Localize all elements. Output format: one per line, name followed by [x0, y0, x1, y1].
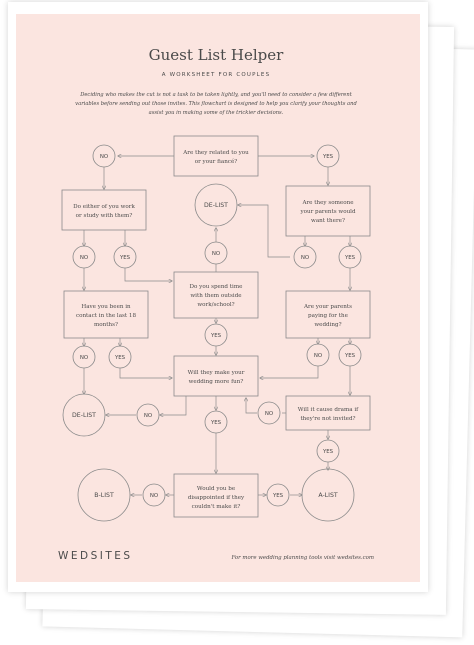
box-related: [174, 136, 258, 176]
answer-no-parents-want-label: NO: [300, 255, 310, 261]
box-work: [62, 190, 146, 230]
q-contact-1: Have you been in: [81, 304, 131, 310]
q-related-1: Are they related to you: [183, 150, 249, 156]
q-parents-want-1: Are they someone: [302, 200, 354, 206]
q-paying-1: Are your parents: [303, 304, 353, 310]
answer-yes-more-fun-label: YES: [210, 420, 222, 426]
q-spend-time-3: work/school?: [197, 302, 235, 308]
answer-no-contact-label: NO: [79, 355, 89, 361]
q-spend-time-1: Do you spend time: [189, 284, 243, 290]
q-parents-want-3: want there?: [311, 218, 345, 224]
page-title: Guest List Helper: [148, 46, 284, 64]
page-subtitle: A WORKSHEET FOR COUPLES: [161, 72, 271, 78]
q-work-1: Do either of you work: [73, 204, 135, 210]
q-paying-3: wedding?: [314, 322, 342, 328]
q-more-fun-2: wedding more fun?: [188, 379, 244, 385]
q-contact-2: contact in the last 18: [75, 313, 137, 319]
answer-no-more-fun-label: NO: [143, 413, 153, 419]
outcome-delist-left-label: DE-LIST: [72, 412, 96, 419]
footer-note: For more wedding planning tools visit wedsites.com: [231, 555, 374, 561]
box-drama: [286, 396, 370, 430]
answer-yes-work-label: YES: [119, 255, 131, 261]
outcome-delist-top-label: DE-LIST: [204, 202, 228, 209]
box-more-fun: [174, 356, 258, 396]
answer-yes-related-label: YES: [322, 154, 334, 160]
answer-no-work-label: NO: [79, 255, 89, 261]
intro-line-2: variables before sending out those invites. This flowchart is designed to help you clarify your thoughts and: [75, 101, 357, 107]
q-paying-2: paying for the: [308, 313, 348, 319]
outcome-alist-label: A-LIST: [318, 492, 338, 499]
answer-yes-disappointed-label: YES: [272, 493, 284, 499]
q-disappointed-3: couldn't make it?: [191, 504, 241, 510]
answer-no-related-label: NO: [99, 154, 109, 160]
q-contact-3: months?: [94, 322, 118, 328]
answer-no-disappointed-label: NO: [149, 493, 159, 499]
q-more-fun-1: Will they make your: [187, 370, 245, 376]
q-spend-time-2: with them outside: [190, 293, 242, 299]
q-drama-1: Will it cause drama if: [297, 407, 359, 413]
q-disappointed-1: Would you be: [196, 486, 236, 492]
q-disappointed-2: disappointed if they: [187, 495, 245, 501]
answer-no-spend-time-label: NO: [211, 251, 221, 257]
brand-logo: WEDSITES: [58, 550, 133, 562]
q-related-2: or your fiancé?: [194, 159, 238, 165]
intro-line-1: Deciding who makes the cut is not a task to be taken lightly, and you'll need to consider a few different: [80, 92, 352, 98]
answer-no-paying-label: NO: [313, 353, 323, 359]
answer-yes-parents-want-label: YES: [344, 255, 356, 261]
outcome-blist-label: B-LIST: [94, 492, 114, 499]
q-drama-2: they're not invited?: [300, 416, 356, 422]
intro-line-3: assist you in making some of the trickier decisions.: [148, 110, 284, 116]
q-parents-want-2: your parents would: [300, 209, 356, 215]
answer-yes-drama-label: YES: [322, 449, 334, 455]
q-work-2: or study with them?: [75, 213, 133, 219]
answer-yes-contact-label: YES: [114, 355, 126, 361]
answer-yes-paying-label: YES: [344, 353, 356, 359]
answer-no-drama-label: NO: [264, 411, 274, 417]
answer-yes-spend-time-label: YES: [210, 333, 222, 339]
